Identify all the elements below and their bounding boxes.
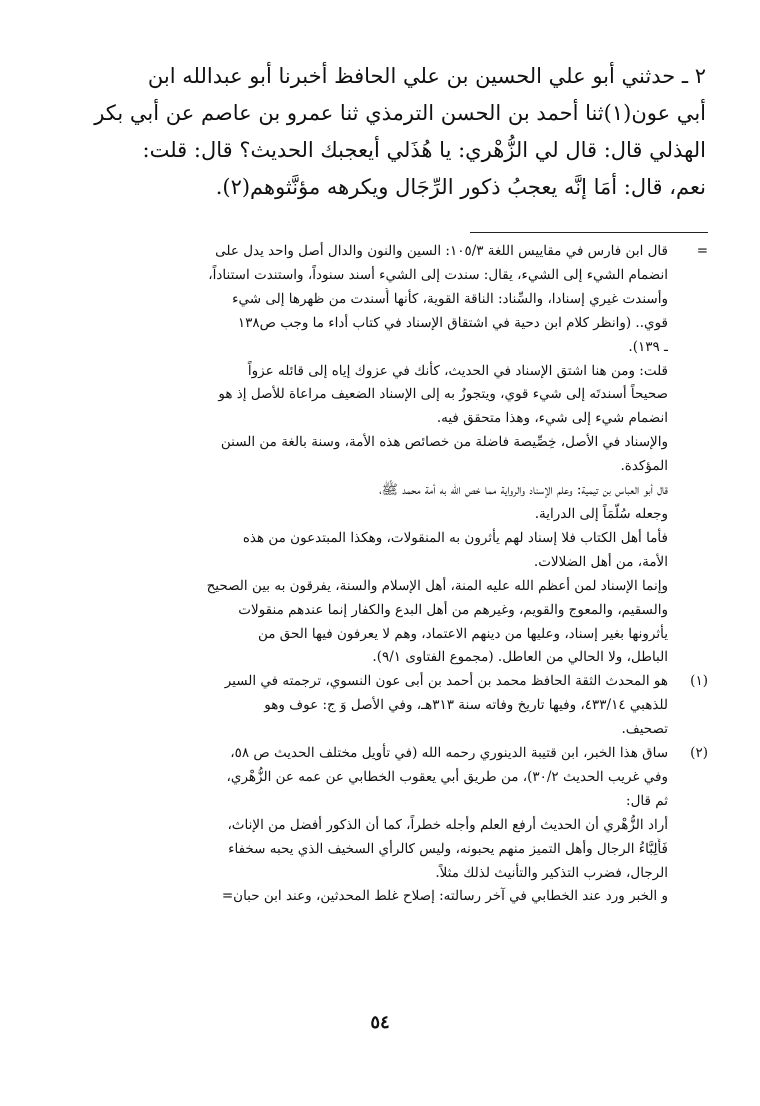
- footnote-1: [58, 670, 708, 742]
- footnote-marker: [668, 479, 708, 527]
- footnote-marker: [668, 885, 708, 909]
- footnote-paragraph: [58, 814, 708, 886]
- footnote-line: انضمام الشيء إلى الشيء، يقال: سندت إلى الشيء أسند سنوداً، واستندت استناداً،: [208, 266, 668, 283]
- footnote-2: [58, 742, 708, 814]
- main-text: [62, 58, 706, 206]
- footnote-line: وجعله سُلَّمَاً إلى الدراية.: [534, 505, 668, 522]
- footnote-line: الرجال، فضرب التذكير والتأنيث لذلك مثلاً.: [435, 864, 668, 881]
- page-number: ٥٤: [370, 1012, 390, 1033]
- main-line: نعم، قال: أمَا إنَّه يعجبُ ذكور الرِّجَال ويكرهه مؤنَّثوهم(٢).: [215, 175, 706, 199]
- footnote-line: صحيحاً أسندتَه إلى شيء قوي، ويتجوزُ به إلى الإسناد الضعيف مراعاة للأصل إذ هو: [218, 386, 668, 403]
- footnote-line: قال ابن فارس في مقاييس اللغة ١٠٥/٣: السين والنون والدال أصل واحد يدل على: [215, 243, 668, 259]
- footnote-marker: (٢): [690, 745, 708, 762]
- footnote-line: الأمة، من أهل الضلالات.: [533, 553, 668, 570]
- footnote-line: وفي غريب الحديث ٣٠/٢)، من طريق أبي يعقوب الخطابي عن عمه عن الزُّهْري،: [226, 768, 668, 785]
- footnote-marker: =: [696, 243, 708, 259]
- footnote-line: فأما أهل الكتاب فلا إسناد لهم يأثرون به المنقولات، وهكذا المبتدعون من هذه: [242, 529, 668, 546]
- footnote-paragraph: [58, 575, 708, 671]
- footnote-paragraph: [58, 360, 708, 432]
- footnote-continued: [58, 240, 708, 360]
- footnote-paragraph: [58, 479, 708, 527]
- footnotes: [58, 240, 708, 909]
- footnote-paragraph: [58, 431, 708, 479]
- footnote-line: أراد الزُّهْري أن الحديث أرفع العلم وأجله خطراً، كما أن الذكور أفضل من الإناث،: [227, 816, 668, 833]
- footnote-marker: [668, 360, 708, 432]
- footnote-paragraph: [58, 885, 708, 909]
- footnote-line: والسقيم، والمعوج والقويم، وغيرهم من أهل البدع والكفار إنما عندهم منقولات: [238, 601, 668, 618]
- main-line: الهذلي قال: قال لي الزُّهْري: يا هُذَلي أيعجبك الحديث؟ قال: قلت:: [142, 138, 706, 162]
- footnote-line: ـ ١٣٩).: [628, 338, 668, 355]
- footnote-marker: [668, 814, 708, 886]
- main-line: أبي عون(١)ثنا أحمد بن الحسن الترمذي ثنا عمرو بن عاصم عن أبي بكر: [94, 101, 706, 125]
- footnote-line: ثم قال:: [626, 792, 668, 809]
- main-line: ٢ ـ حدثني أبو علي الحسين بن علي الحافظ أخبرنا أبو عبدالله ابن: [147, 64, 706, 88]
- footnote-line: انضمام شيء إلى شيء، وهذا متحقق فيه.: [436, 410, 668, 427]
- footnote-line: فَأَلِبَّاءُ الرجال وأهل التميز منهم يحبونه، وليس كالرأي السخيف الذي يحبه سخفاء: [228, 840, 668, 857]
- footnote-line: هو المحدث الثقة الحافظ محمد بن أحمد بن أبى عون النسوي، ترجمته في السير: [224, 673, 668, 690]
- footnote-marker: [668, 575, 708, 671]
- footnote-marker: [668, 431, 708, 479]
- footnote-line: و الخبر ورد عند الخطابي في آخر رسالته: إصلاح غلط المحدثين، وعند ابن حبان=: [221, 888, 668, 905]
- footnote-paragraph: [58, 527, 708, 575]
- footnote-line: وإنما الإسناد لمن أعظم الله عليه المنة، أهل الإسلام والسنة، يفرقون به بين الصحيح: [206, 577, 668, 594]
- footnote-line: قوي.. (وانظر كلام ابن دحية في اشتقاق الإسناد في كتاب أداء ما وجب ص١٣٨: [237, 314, 668, 331]
- footnote-line: قلت: ومن هنا اشتق الإسناد في الحديث، كأنك في عزوك إياه إلى قائله عزواً: [247, 362, 668, 379]
- footnote-line: الباطل، ولا الحالي من العاطل. (مجموع الفتاوى ٩/١).: [372, 649, 668, 666]
- footnote-line: وأسندت غيري إسنادا، والسِّناد: الناقة القوية، كأنها أُسندت من ظهرها إلى شيء: [232, 290, 668, 307]
- footnote-line: للذهبي ٤٣٣/١٤، وفيها تاريخ وفاته سنة ٣١٣هـ، وفي الأصل وَ ج: عوف وهو: [264, 697, 668, 714]
- footnote-separator: [470, 232, 708, 233]
- footnote-line: تصحيف.: [621, 721, 668, 738]
- footnote-line: والإسناد في الأصل، خِصِّيصة فاضلة من خصائص هذه الأمة، وسنة بالغة من السنن: [220, 434, 668, 451]
- footnote-line: ساق هذا الخبر، ابن قتيبة الدينوري رحمه الله (في تأويل مختلف الحديث ص ٥٨،: [230, 745, 668, 762]
- footnote-line: يأثرونها بغير إسناد، وعليها من دينهم الاعتماد، وهم لا يعرفون فيها الحق من: [257, 625, 668, 642]
- footnote-marker: [668, 527, 708, 575]
- footnote-marker: (١): [690, 673, 708, 690]
- footnote-line: قال أبو العباس بن تيمية: وعلم الإسناد والرواية مما خص الله به أمة محمد ﷺ،: [379, 482, 668, 499]
- footnote-line: المؤكدة.: [620, 458, 668, 475]
